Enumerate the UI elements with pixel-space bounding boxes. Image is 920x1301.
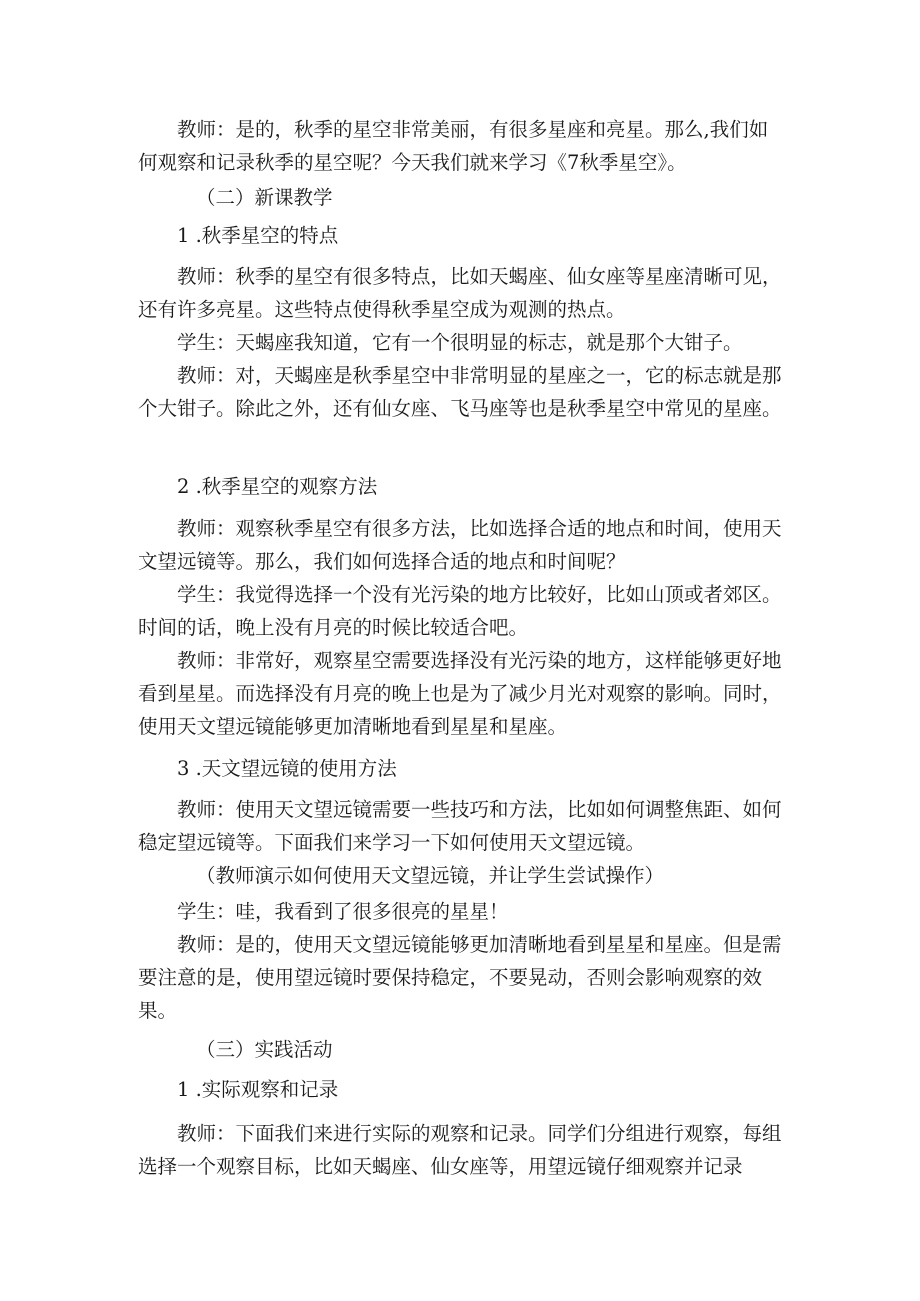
paragraph-student-scorpio: 学生：天蝎座我知道，它有一个很明显的标志，就是那个大钳子。 bbox=[177, 331, 743, 354]
paragraph-teacher-intro: 教师：是的，秋季的星空非常美丽，有很多星座和亮星。那么,我们如何观察和记录秋季的星空呢？今天我们就来学习《7秋季星空》。 bbox=[138, 118, 769, 174]
item-heading-observe-record: 1 .实际观察和记录 bbox=[177, 1078, 339, 1101]
paragraph-teacher-practice: 教师：下面我们来进行实际的观察和记录。同学们分组进行观察，每组选择一个观察目标，比如天蝎座、仙女座等，用望远镜仔细观察并记录 bbox=[138, 1122, 782, 1178]
section-heading-practice: （三）实践活动 bbox=[196, 1038, 333, 1061]
paragraph-teacher-scorpio: 教师：对，天蝎座是秋季星空中非常明显的星座之一，它的标志就是那个大钳子。除此之外，还有仙女座、飞马座等也是秋季星空中常见的星座。 bbox=[138, 364, 782, 420]
item-heading-methods: 2 .秋季星空的观察方法 bbox=[177, 475, 378, 498]
section-heading-new-lesson: （二）新课教学 bbox=[196, 186, 333, 209]
paragraph-teacher-telescope: 教师：使用天文望远镜需要一些技巧和方法，比如如何调整焦距、如何稳定望远镜等。下面我们来学习一下如何使用天文望远镜。 bbox=[138, 798, 782, 854]
paragraph-teacher-features: 教师：秋季的星空有很多特点，比如天蝎座、仙女座等星座清晰可见，还有许多亮星。这些特点使得秋季星空成为观测的热点。 bbox=[138, 265, 782, 321]
paragraph-stage-direction: （教师演示如何使用天文望远镜，并让学生尝试操作） bbox=[196, 864, 665, 887]
item-heading-telescope: 3 .天文望远镜的使用方法 bbox=[177, 757, 397, 780]
paragraph-student-wow: 学生：哇，我看到了很多很亮的星星！ bbox=[177, 900, 509, 923]
paragraph-teacher-methods: 教师：观察秋季星空有很多方法，比如选择合适的地点和时间，使用天文望远镜等。那么，我们如何选择合适的地点和时间呢？ bbox=[138, 517, 782, 573]
paragraph-teacher-stability: 教师：是的，使用天文望远镜能够更加清晰地看到星星和星座。但是需要注意的是，使用望远镜时要保持稳定，不要晃动，否则会影响观察的效果。 bbox=[138, 933, 782, 1022]
paragraph-student-location: 学生：我觉得选择一个没有光污染的地方比较好，比如山顶或者郊区。时间的话，晚上没有月亮的时候比较适合吧。 bbox=[138, 583, 782, 639]
item-heading-features: 1 .秋季星空的特点 bbox=[177, 224, 339, 247]
paragraph-teacher-location: 教师：非常好，观察星空需要选择没有光污染的地方，这样能够更好地看到星星。而选择没有月亮的晚上也是为了减少月光对观察的影响。同时，使用天文望远镜能够更加清晰地看到星星和星座。 bbox=[138, 649, 782, 738]
